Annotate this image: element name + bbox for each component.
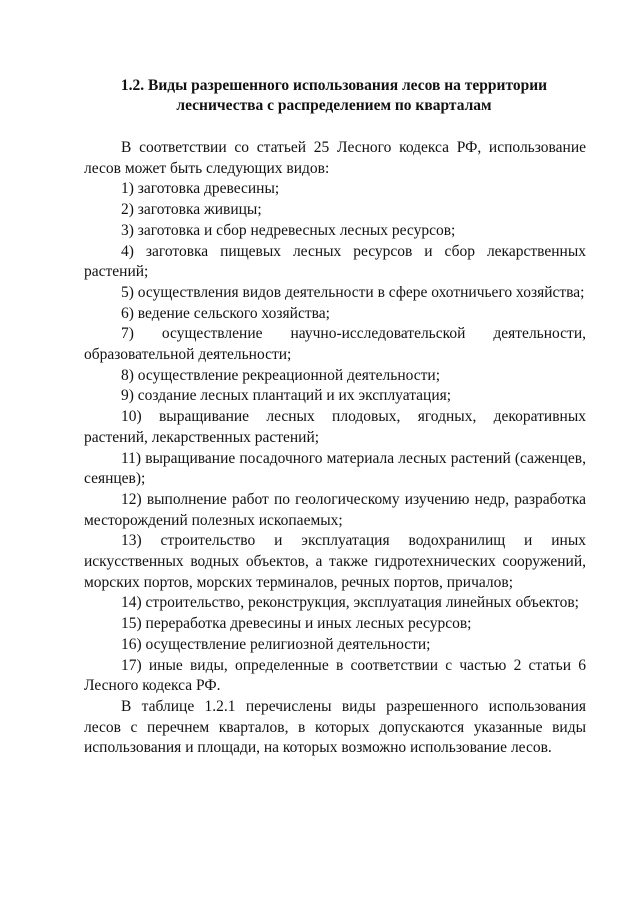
list-item-2: 2) заготовка живицы; [121,201,262,219]
section-heading-line-2: лесничества с распределением по кварталам [176,97,492,114]
list-item-15: 15) переработка древесины и иных лесных ресурсов; [121,615,472,633]
list-item-14: 14) строительство, реконструкция, эксплуатация линейных объектов; [121,594,579,612]
list-item-10: 10) выращивание лесных плодовых, ягодных, декоративных растений, лекарственных растений; [84,408,586,446]
list-item-7: 7) осуществление научно-исследовательской деятельности, образовательной деятельности; [84,325,586,364]
list-item-9: 9) создание лесных плантаций и их эксплуатация; [121,387,452,405]
list-item-16: 16) осуществление религиозной деятельности; [121,635,431,653]
section-heading-line-1: 1.2. Виды разрешенного использования лесов на территории [120,77,548,94]
list-item-11: 11) выращивание посадочного материала лесных растений (саженцев, сеянцев); [84,449,586,488]
list-item-4: 4) заготовка пищевых лесных ресурсов и сбор лекарственных растений; [84,242,586,281]
closing-paragraph: В таблице 1.2.1 перечислены виды разрешенного использования лесов с перечнем кварталов, в которых допускаются указанные виды использования и площади, на которых возможно использование лесов. [84,697,586,757]
list-item-17: 17) иные виды, определенные в соответствии с частью 2 статьи 6 Лесного кодекса РФ. [84,656,586,695]
intro-paragraph: В соответствии со статьей 25 Лесного кодекса РФ, использование лесов может быть следующих видов: [84,139,586,177]
list-item-12: 12) выполнение работ по геологическому изучению недр, разработка месторождений полезных ископаемых; [84,490,586,529]
list-item-6: 6) ведение сельского хозяйства; [121,304,330,322]
list-item-5: 5) осуществления видов деятельности в сфере охотничьего хозяйства; [121,283,585,301]
section-body [84,138,586,759]
list-item-1: 1) заготовка древесины; [121,180,280,198]
list-item-8: 8) осуществление рекреационной деятельности; [121,366,441,384]
section-heading [84,76,584,116]
list-item-3: 3) заготовка и сбор недревесных лесных ресурсов; [121,221,456,239]
list-item-13: 13) строительство и эксплуатация водохранилищ и иных искусственных водных объектов, а также гидротехнических сооружений, морских портов, морских терминалов, речных портов, причалов; [84,532,586,591]
